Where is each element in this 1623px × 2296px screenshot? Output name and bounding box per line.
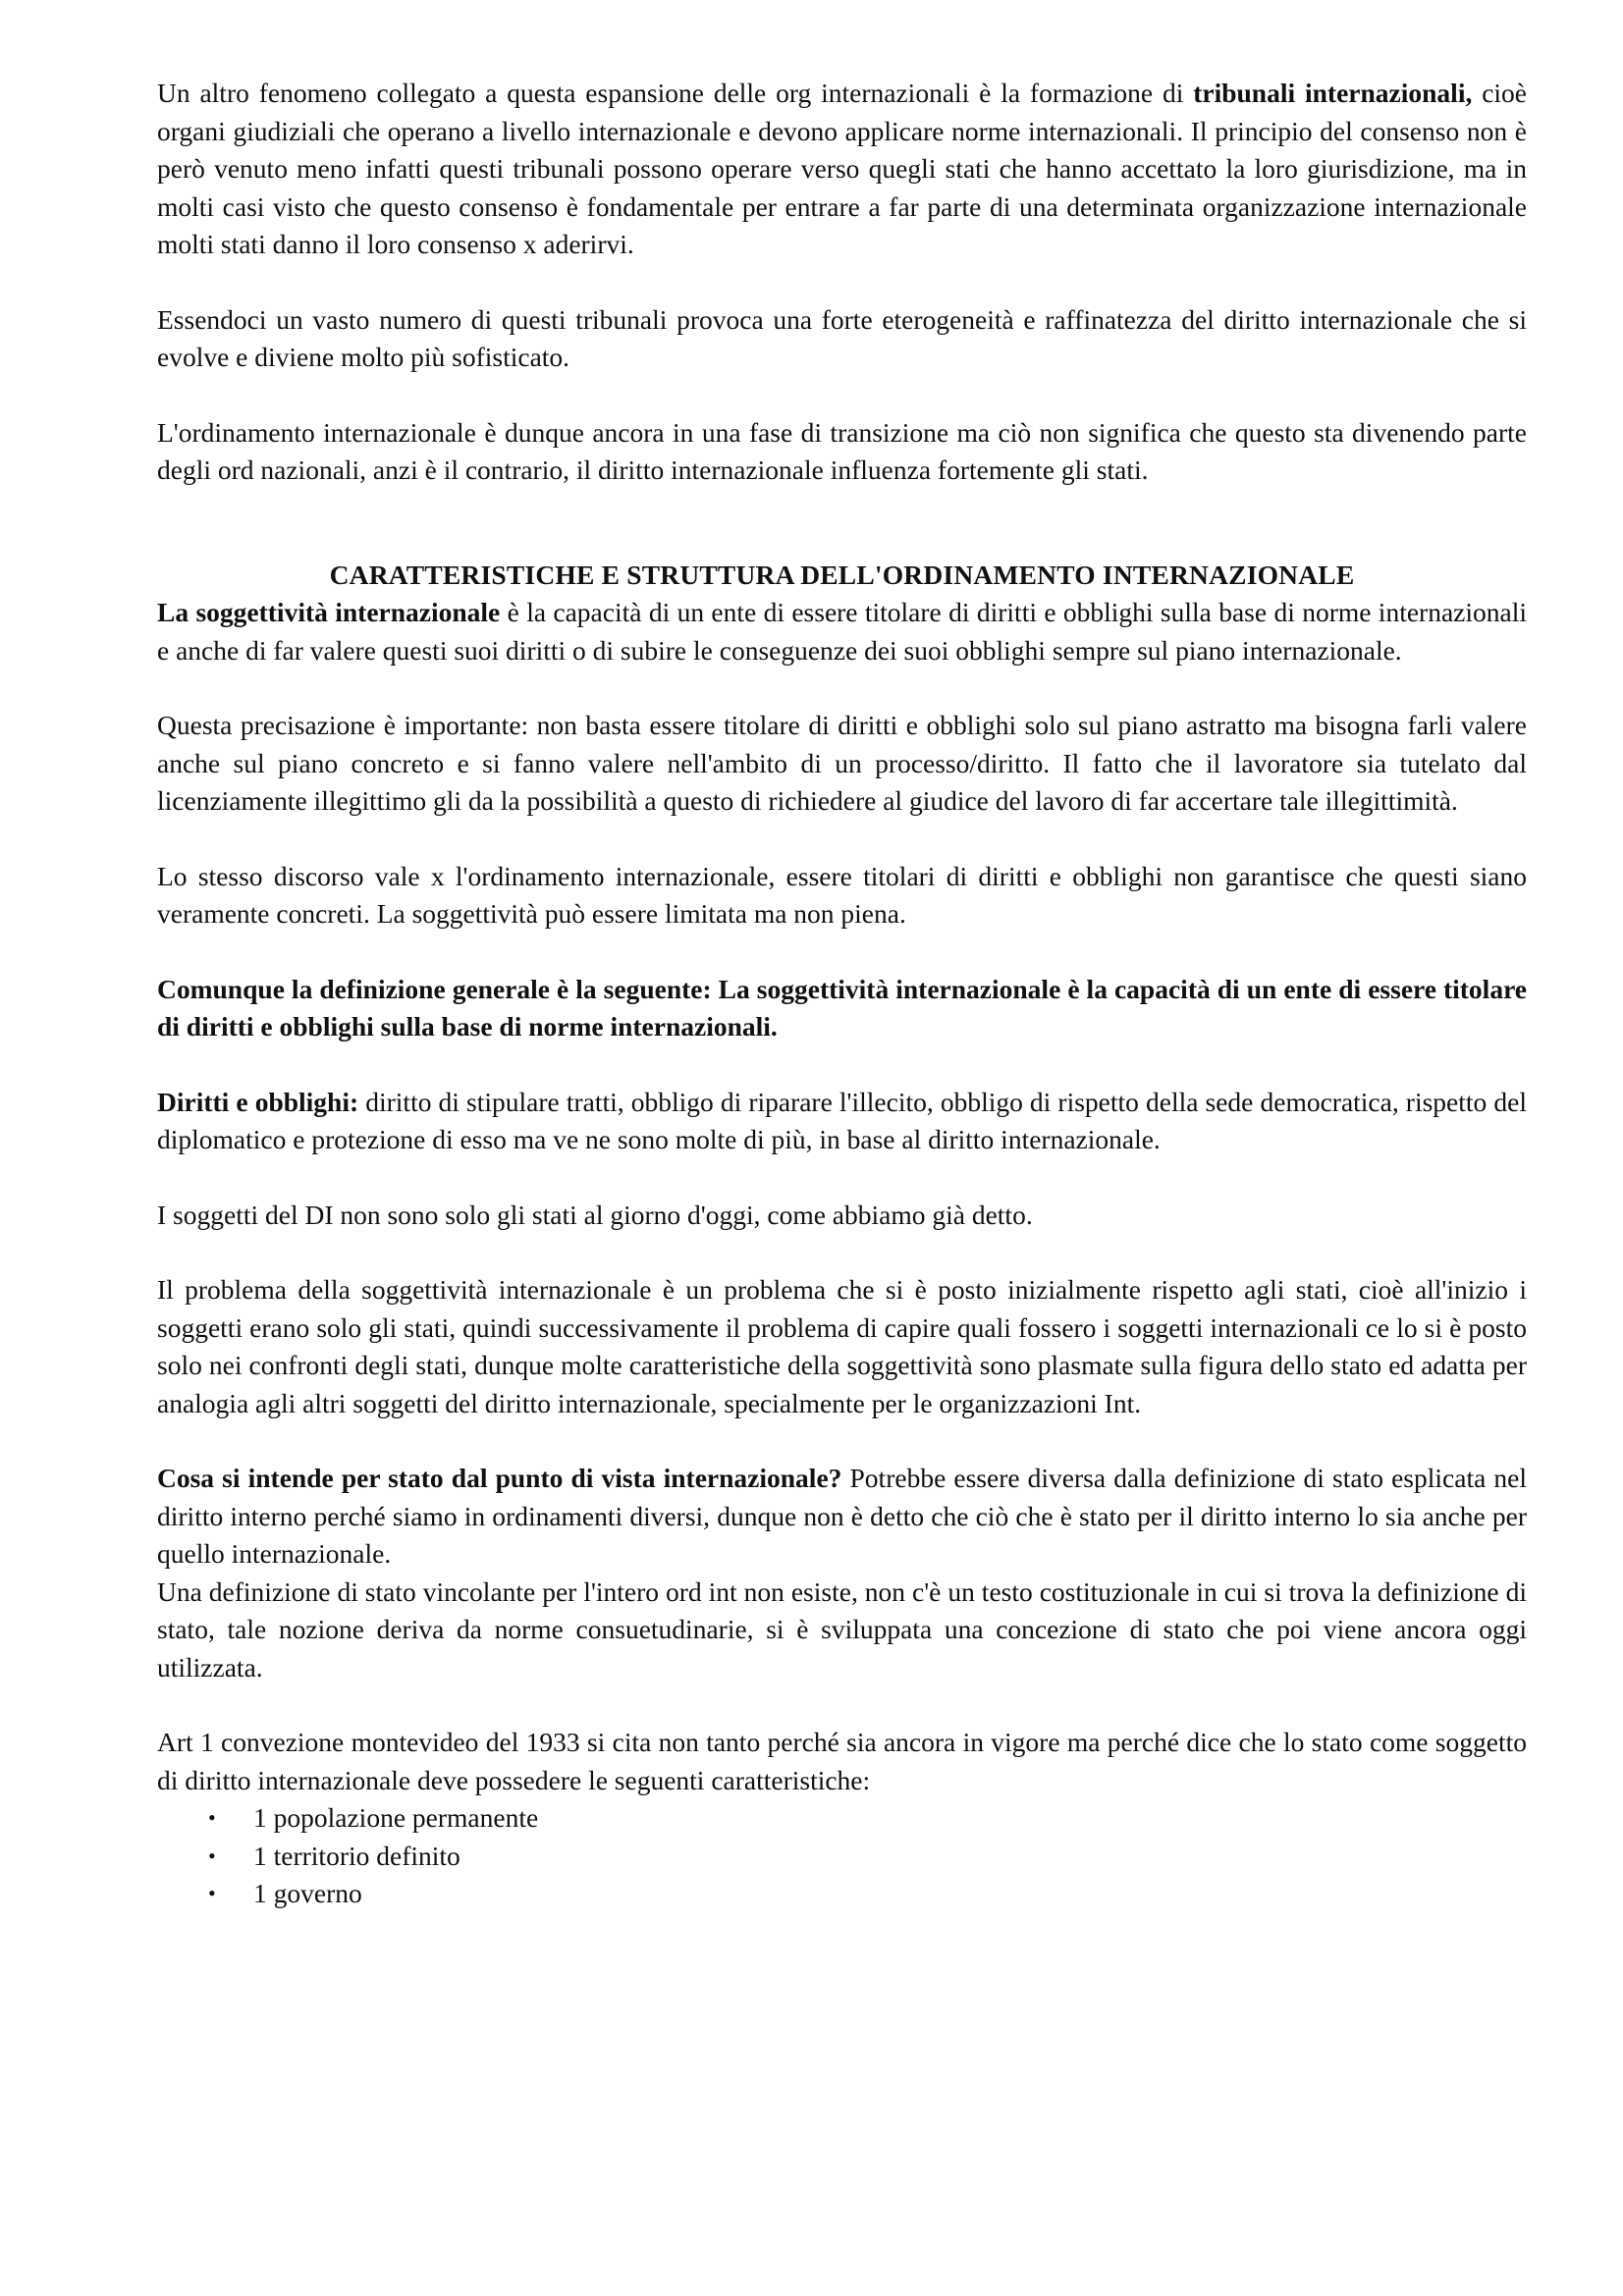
bold-term-soggettivita: La soggettività internazionale [157, 597, 501, 627]
paragraph-problema-soggettivita: Il problema della soggettività internazionale è un problema che si è posto inizialmente rispetto agli stati, cioè all'inizio i soggetti erano solo gli stati, quindi successivamente il problema di capire quali fossero i soggetti internazionali ce lo si è posto solo nei confronti degli stati, dunque molte caratteristiche della soggettività sono plasmate sulla figura dello stato ed adatta per analogia agli altri soggetti del diritto internazionale, specialmente per le organizzazioni Int. [157, 1274, 1527, 1418]
paragraph-soggetti-di: I soggetti del DI non sono solo gli stati al giorno d'oggi, come abbiamo già detto. [157, 1199, 1033, 1230]
paragraph-diritti-obblighi: Diritti e obblighi: diritto di stipulare tratti, obbligo di riparare l'illecito, obbligo di rispetto della sede democratica, rispetto del diplomatico e protezione di esso ma ve ne sono molte di più, in base al diritto internazionale. [157, 1086, 1527, 1154]
paragraph-eterogeneita: Essendoci un vasto numero di questi tribunali provoca una forte eterogeneità e raffinatezza del diritto internazionale che si evolve e diviene molto più sofisticato. [157, 303, 1527, 372]
bold-term-tribunali: tribunali internazionali, [1193, 78, 1473, 108]
list-item: • 1 popolazione permanente [208, 1799, 1527, 1838]
paragraph-stato-internazionale: Cosa si intende per stato dal punto di vista internazionale? Potrebbe essere diversa dalla definizione di stato esplicata nel diritto interno perché siamo in ordinamenti diversi, dunque non è detto che ciò che è stato per il diritto interno lo sia anche per quello internazionale. [157, 1463, 1527, 1569]
paragraph-transizione: L'ordinamento internazionale è dunque ancora in una fase di transizione ma ciò non significa che questo sta divenendo parte degli ord nazionali, anzi è il contrario, il diritto internazionale influenza fortemente gli stati. [157, 416, 1527, 485]
bullet-icon: • [208, 1842, 216, 1868]
paragraph-precisazione: Questa precisazione è importante: non basta essere titolare di diritti e obblighi solo sul piano astratto ma bisogna farli valere anche sul piano concreto e si fanno valere nell'ambito di un processo/diritto. Il fatto che il lavoratore sia tutelato dal licenziamente illegittimo gli da la possibilità a questo di richiedere al giudice del lavoro di far accertare tale illegittimità. [157, 710, 1527, 816]
list-item: • 1 territorio definito [208, 1838, 1527, 1876]
paragraph-stesso-discorso: Lo stesso discorso vale x l'ordinamento internazionale, essere titolari di diritti e obblighi non garantisce che questi siano veramente concreti. La soggettività può essere limitata ma non piena. [157, 860, 1527, 929]
section-heading: CARATTERISTICHE E STRUTTURA DELL'ORDINAMENTO INTERNAZIONALE [329, 559, 1355, 590]
paragraph-soggettivita: La soggettività internazionale è la capacità di un ente di essere titolare di diritti e obblighi sulla base di norme internazionali e anche di far valere questi suoi diritti o di subire le conseguenze dei suoi obblighi sempre sul piano internazionale. [157, 597, 1527, 666]
bullet-icon: • [208, 1805, 216, 1830]
list-item: • 1 governo [208, 1875, 1527, 1913]
paragraph-tribunali: Un altro fenomeno collegato a questa espansione delle org internazionali è la formazione di tribunali internazionali, cioè organi giudiziali che operano a livello internazionale e devono applicare norme internazionali. Il principio del consenso non è però venuto meno infatti questi tribunali possono operare verso quegli stati che hanno accettato la loro giurisdizione, ma in molti casi visto che questo consenso è fondamentale per entrare a far parte di una determinata organizzazione internazionale molti stati danno il loro consenso x aderirvi. [157, 78, 1527, 259]
document-page [157, 75, 1527, 1913]
bold-term-diritti: Diritti e obblighi: [157, 1086, 359, 1117]
paragraph-definizione-vincolante: Una definizione di stato vincolante per l'intero ord int non esiste, non c'è un testo costituzionale in cui si trova la definizione di stato, tale nozione deriva da norme consuetudinarie, si è sviluppata una concezione di stato che poi viene ancora oggi utilizzata. [157, 1575, 1527, 1682]
paragraph-montevideo: Art 1 convezione montevideo del 1933 si cita non tanto perché sia ancora in vigore ma perché dice che lo stato come soggetto di diritto internazionale deve possedere le seguenti caratteristiche: [157, 1727, 1527, 1795]
paragraph-definizione-generale: Comunque la definizione generale è la seguente: La soggettività internazionale è la capacità di un ente di essere titolare di diritti e obblighi sulla base di norme internazionali. [157, 973, 1527, 1041]
bullet-icon: • [208, 1881, 216, 1905]
bullet-list [157, 1799, 1527, 1913]
bold-term-stato: Cosa si intende per stato dal punto di vista internazionale? [157, 1463, 842, 1493]
